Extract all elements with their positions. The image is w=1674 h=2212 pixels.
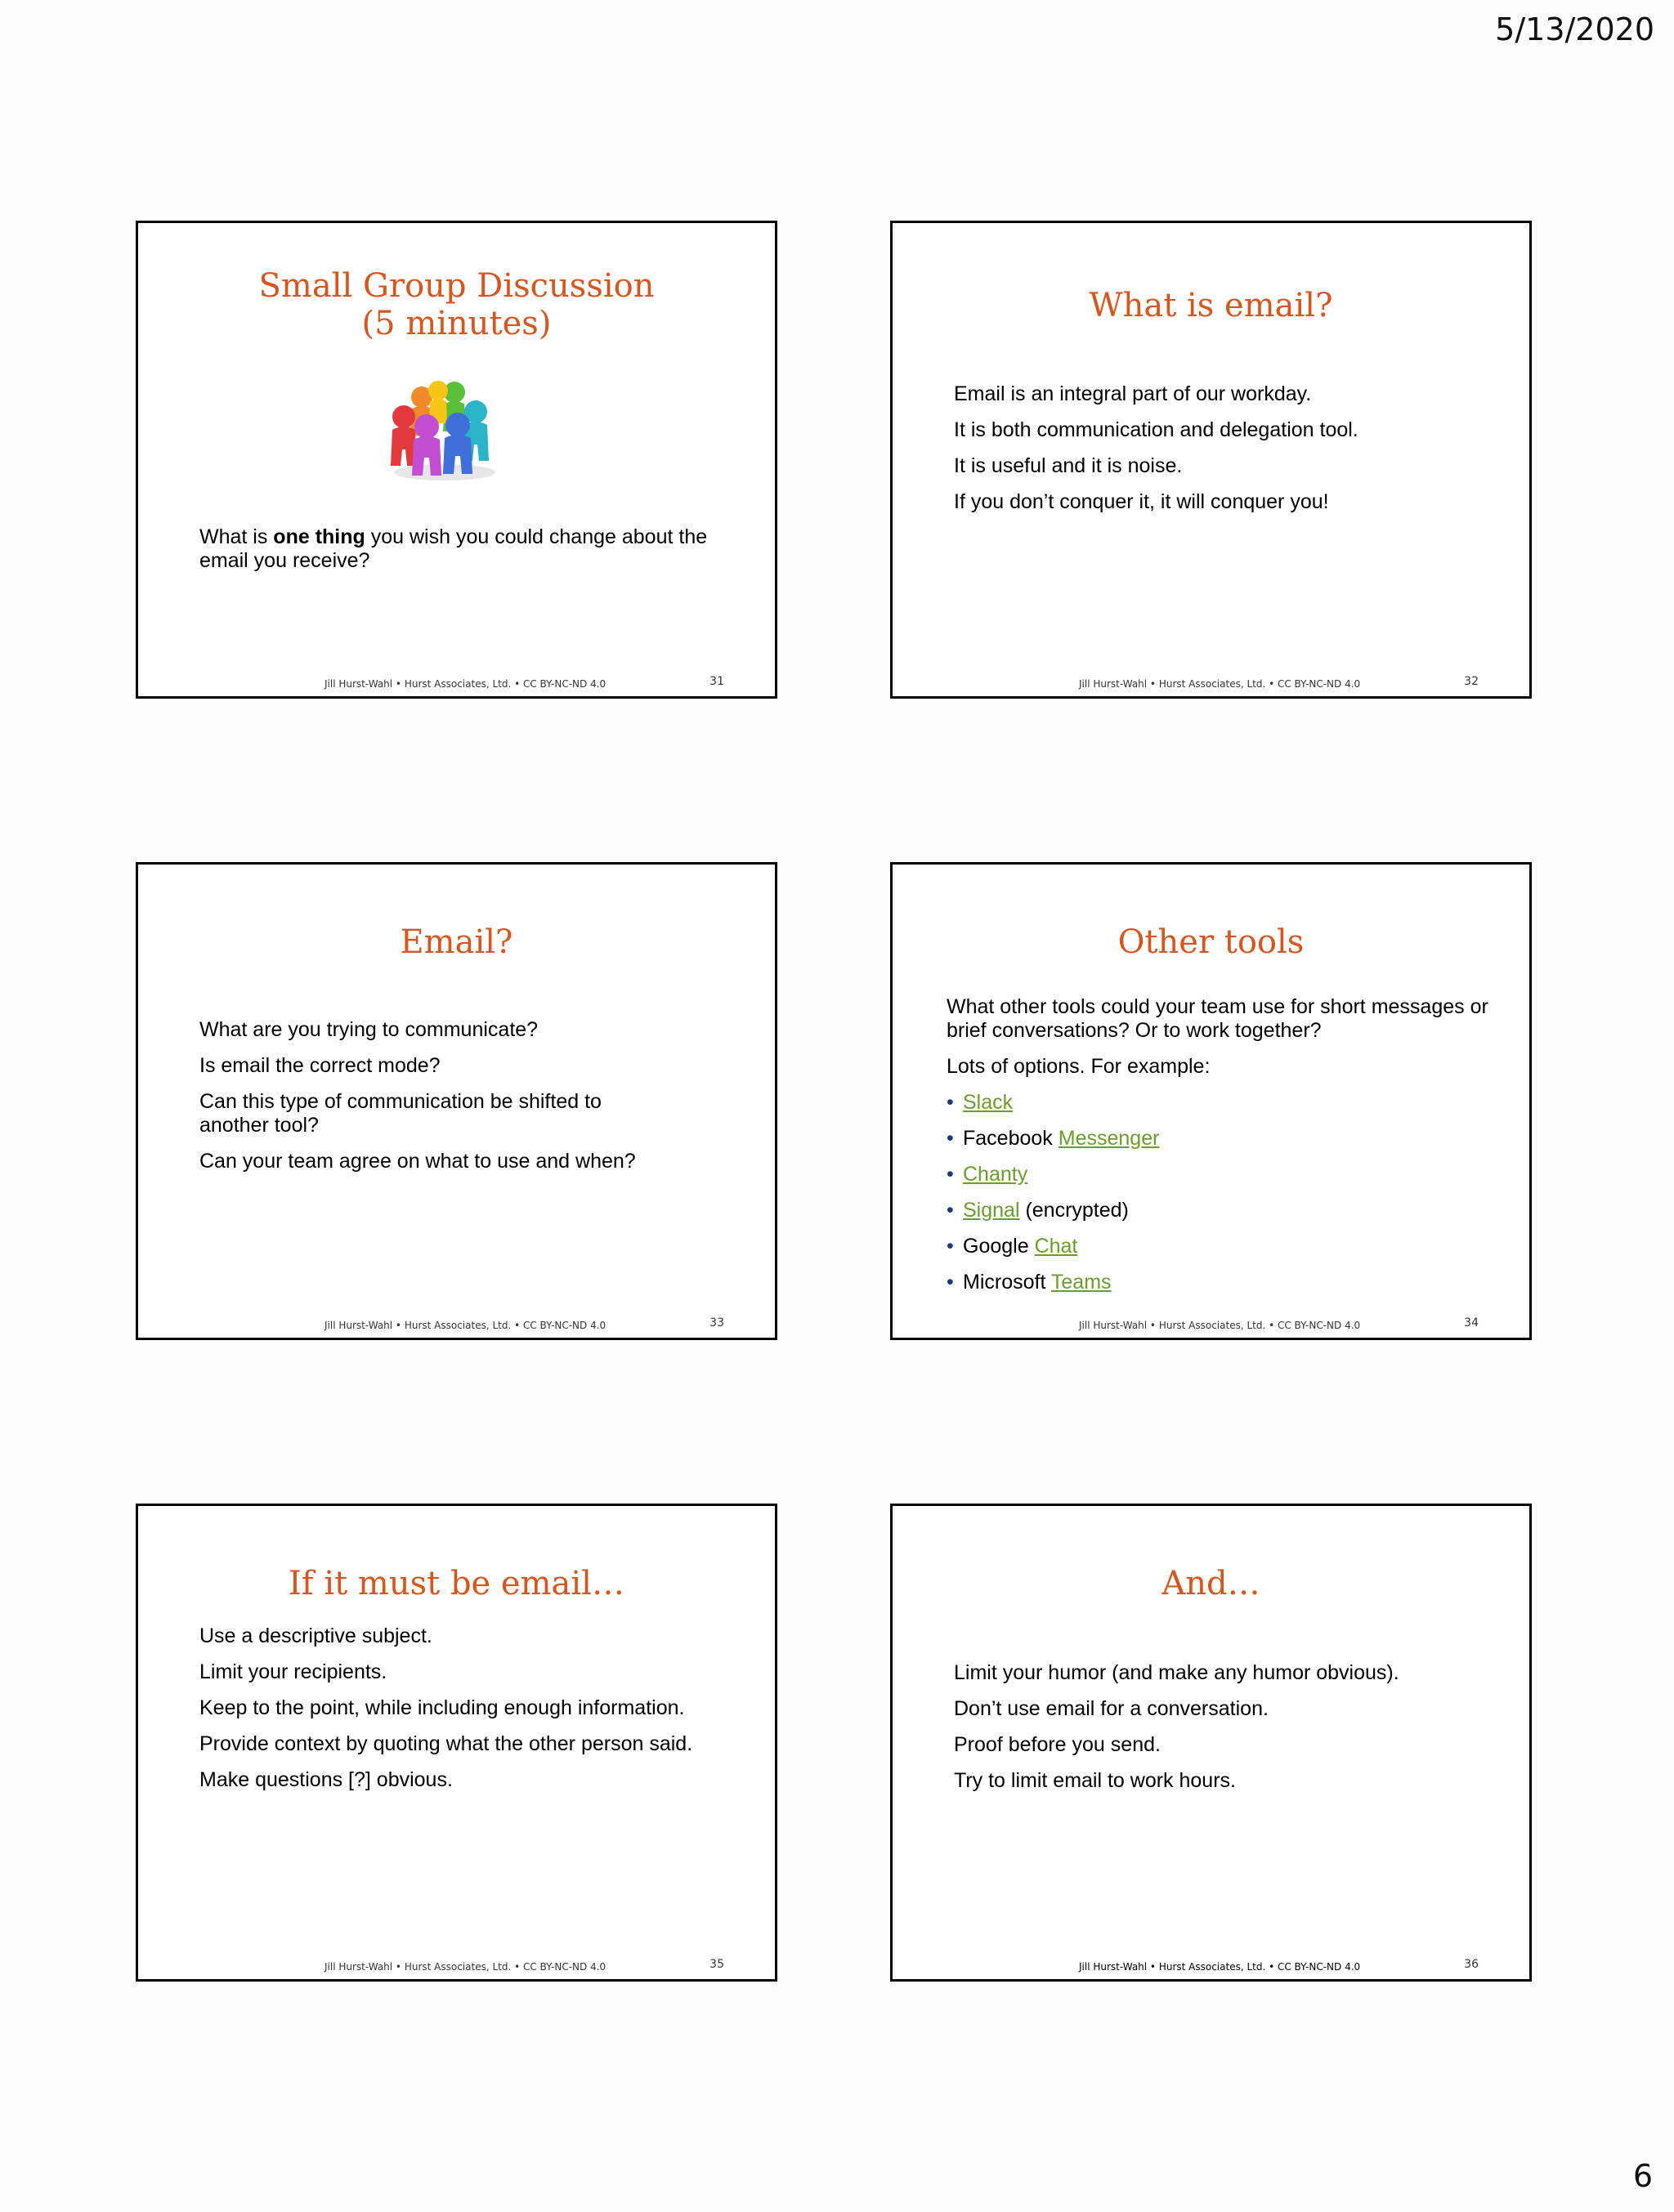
page-date: 5/13/2020: [1495, 11, 1654, 47]
list-item: • Signal (encrypted): [947, 1199, 1129, 1222]
slide-title: Email?: [400, 923, 513, 961]
teams-link[interactable]: Teams: [1050, 1271, 1112, 1294]
slide-footer: Jill Hurst-Wahl • Hurst Associates, Ltd. • CC BY-NC-ND 4.0: [1079, 678, 1361, 690]
bullet-icon: •: [947, 1235, 954, 1258]
body-line: Make questions [?] obvious.: [199, 1768, 453, 1791]
slide-title: And…: [1162, 1565, 1260, 1602]
body-line: What are you trying to communicate?: [199, 1018, 539, 1041]
page-number: 6: [1632, 2158, 1653, 2194]
slide-title: [138, 267, 775, 342]
slide-title: If it must be email…: [289, 1565, 624, 1602]
people-group-icon: [379, 374, 510, 489]
intro-text-2: Lots of options. For example:: [947, 1055, 1211, 1078]
bullet-icon: •: [947, 1199, 954, 1222]
slide-body: [947, 995, 1519, 1307]
slide-number: 34: [1464, 1316, 1479, 1329]
slide-33: [136, 862, 777, 1340]
body-line: Keep to the point, while including enough information.: [199, 1696, 685, 1719]
slide-body: [199, 525, 723, 585]
slide-footer: Jill Hurst-Wahl • Hurst Associates, Ltd. • CC BY-NC-ND 4.0: [325, 1320, 606, 1331]
slide-title: Other tools: [1117, 923, 1305, 961]
slide-body: [199, 1018, 690, 1186]
body-line: Can your team agree on what to use and when?: [199, 1150, 636, 1173]
body-line: Try to limit email to work hours.: [954, 1769, 1236, 1792]
title-line-1: Small Group Discussion: [258, 267, 655, 305]
slack-link[interactable]: Slack: [963, 1091, 1014, 1114]
bullet-icon: •: [947, 1271, 954, 1294]
slide-body: [954, 382, 1510, 526]
list-item: • Google Chat: [947, 1235, 1078, 1258]
body-line: Proof before you send.: [954, 1733, 1161, 1756]
slide-31: [136, 221, 777, 699]
slide-body: [954, 1661, 1518, 1805]
slide-number: 31: [709, 675, 724, 688]
list-item: [947, 1163, 1519, 1186]
slide-footer: Jill Hurst-Wahl • Hurst Associates, Ltd. • CC BY-NC-ND 4.0: [1079, 1961, 1361, 1973]
slide-32: [890, 221, 1532, 699]
slide-34: [890, 862, 1532, 1340]
slide-number: 32: [1464, 675, 1479, 688]
list-item: • Facebook Messenger: [947, 1127, 1160, 1150]
body-line: Is email the correct mode?: [199, 1054, 441, 1077]
signal-link[interactable]: Signal: [963, 1199, 1020, 1222]
discussion-question: What is one thing you wish you could change about the email you receive?: [199, 525, 708, 572]
body-line: It is useful and it is noise.: [954, 454, 1183, 477]
list-item: [947, 1091, 1519, 1115]
google-chat-link[interactable]: Chat: [1034, 1235, 1078, 1258]
slide-36: [890, 1504, 1532, 1982]
body-line: Limit your recipients.: [199, 1660, 387, 1683]
body-line: Provide context by quoting what the other person said.: [199, 1732, 693, 1755]
slide-body: [199, 1624, 763, 1804]
body-line: Email is an integral part of our workday.: [954, 382, 1312, 405]
body-line: It is both communication and delegation tool.: [954, 418, 1358, 441]
tools-list: [947, 1091, 1519, 1294]
slide-footer: Jill Hurst-Wahl • Hurst Associates, Ltd. • CC BY-NC-ND 4.0: [325, 1961, 606, 1973]
list-item: • Microsoft Teams: [947, 1271, 1112, 1294]
body-line: Use a descriptive subject.: [199, 1624, 432, 1647]
slide-number: 33: [709, 1316, 724, 1329]
slide-footer: Jill Hurst-Wahl • Hurst Associates, Ltd. • CC BY-NC-ND 4.0: [1079, 1320, 1361, 1331]
messenger-link[interactable]: Messenger: [1058, 1127, 1160, 1150]
bullet-icon: •: [947, 1091, 954, 1114]
chanty-link[interactable]: Chanty: [963, 1163, 1028, 1186]
intro-text: What other tools could your team use for short messages or brief conversations? Or to work together?: [947, 995, 1488, 1042]
bullet-icon: •: [947, 1163, 954, 1186]
body-line: Can this type of communication be shifted to another tool?: [199, 1090, 602, 1137]
title-line-2: (5 minutes): [361, 305, 552, 342]
slide-footer: Jill Hurst-Wahl • Hurst Associates, Ltd. • CC BY-NC-ND 4.0: [325, 678, 606, 690]
body-line: Limit your humor (and make any humor obvious).: [954, 1661, 1399, 1684]
slide-number: 35: [709, 1958, 724, 1971]
slide-number: 36: [1464, 1958, 1479, 1971]
body-line: If you don’t conquer it, it will conquer you!: [954, 490, 1329, 513]
slide-35: [136, 1504, 777, 1982]
slide-title: What is email?: [1089, 287, 1333, 324]
body-line: Don’t use email for a conversation.: [954, 1697, 1269, 1720]
bullet-icon: •: [947, 1127, 954, 1150]
